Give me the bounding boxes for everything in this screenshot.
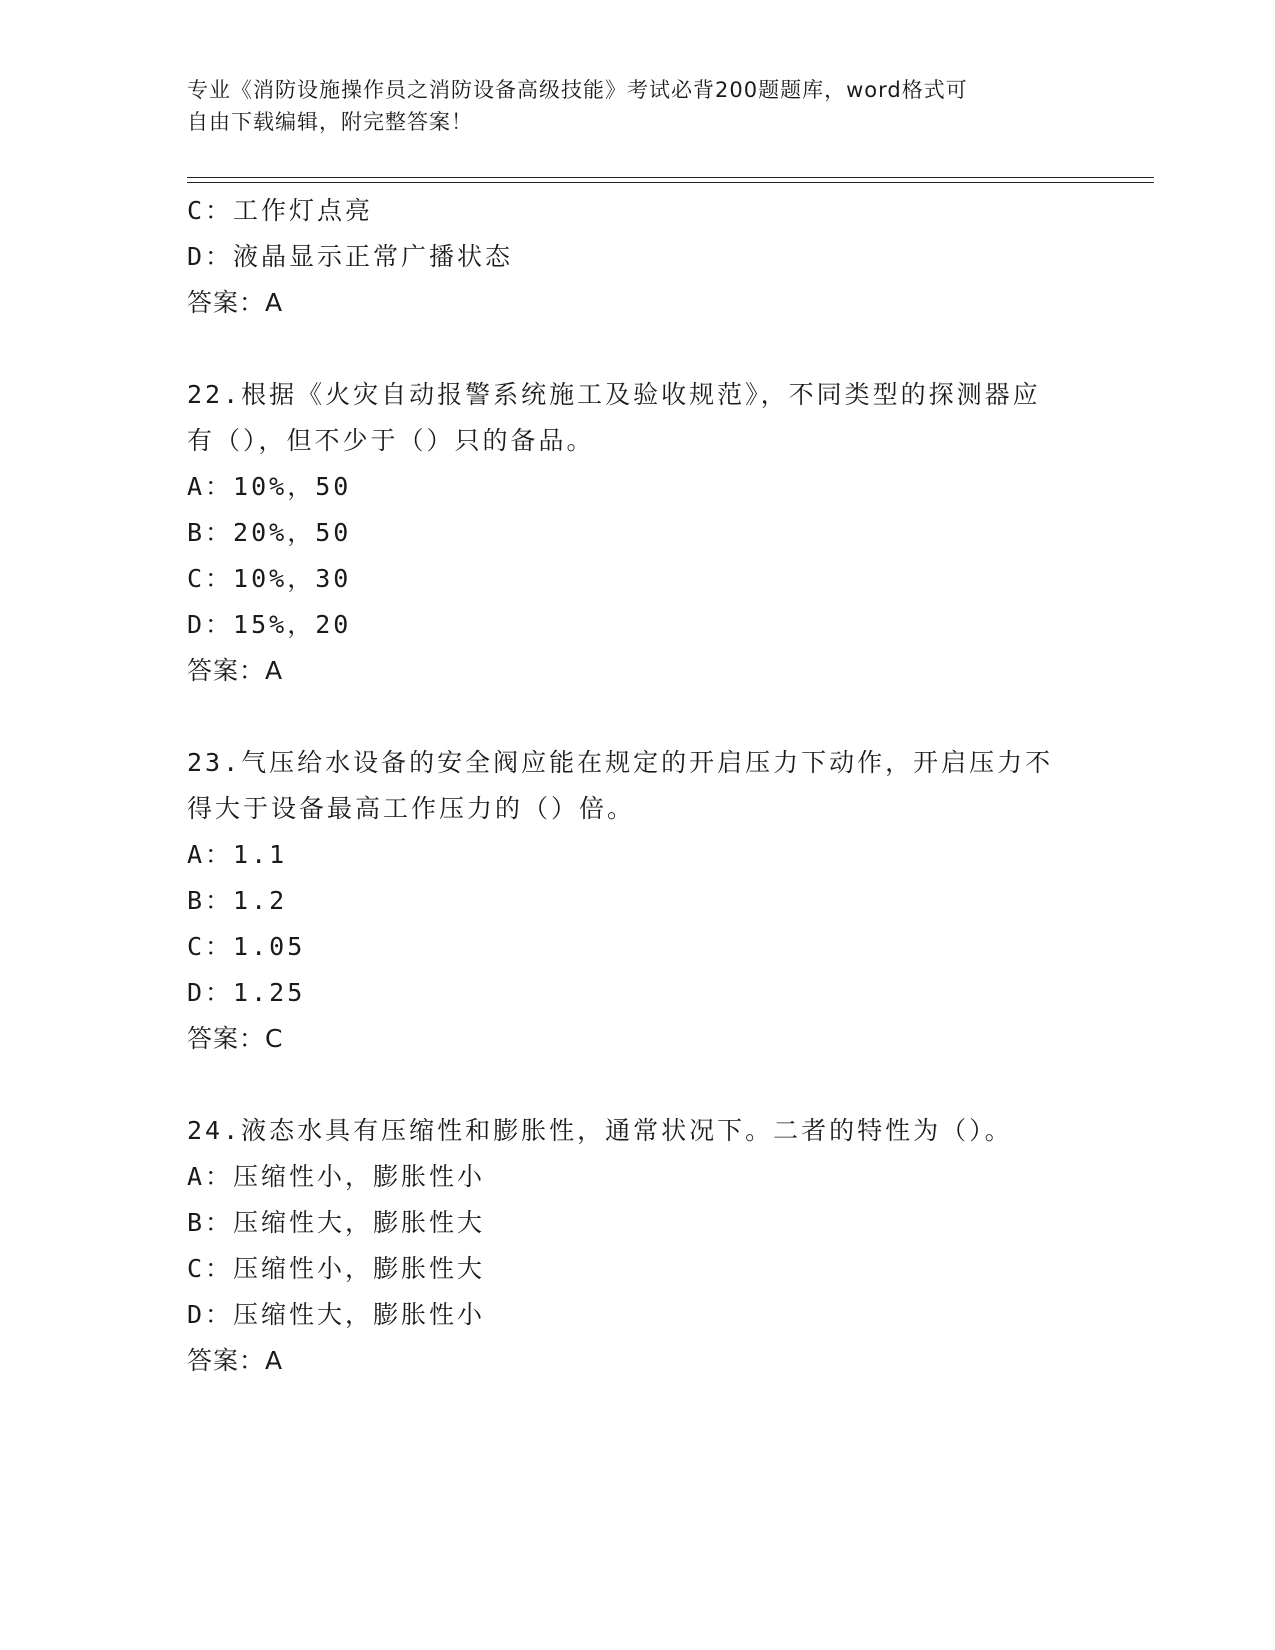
option-b: B：1.2 [187, 886, 288, 915]
spacer [187, 694, 1087, 740]
answer-line: 答案：C [187, 1024, 284, 1053]
option-c: C：工作灯点亮 [187, 196, 374, 225]
question-21-continued [187, 188, 1087, 326]
answer-line: 答案：A [187, 1346, 284, 1375]
option-d: D：液晶显示正常广播状态 [187, 242, 514, 271]
spacer [187, 326, 1087, 372]
option-d: D：压缩性大，膨胀性小 [187, 1300, 486, 1329]
option-b: B：20%，50 [187, 518, 352, 547]
answer-line: 答案：A [187, 656, 284, 685]
option-a: A：10%，50 [187, 472, 352, 501]
option-d: D：15%，20 [187, 610, 352, 639]
document-body [187, 188, 1087, 1384]
question-stem: 22.根据《火灾自动报警系统施工及验收规范》，不同类型的探测器应 [187, 380, 1041, 409]
header-title-line-2: 自由下载编辑，附完整答案！ [187, 110, 473, 134]
spacer [187, 1062, 1087, 1108]
option-c: C：压缩性小，膨胀性大 [187, 1254, 486, 1283]
option-d: D：1.25 [187, 978, 306, 1007]
option-a: A：压缩性小，膨胀性小 [187, 1162, 486, 1191]
header-divider-bottom [187, 182, 1154, 183]
header-title-line-1: 专业《消防设施操作员之消防设备高级技能》考试必背200题题库，word格式可 [187, 78, 968, 102]
option-b: B：压缩性大，膨胀性大 [187, 1208, 486, 1237]
question-stem: 得大于设备最高工作压力的（）倍。 [187, 794, 636, 823]
option-c: C：1.05 [187, 932, 306, 961]
question-stem: 有（），但不少于（）只的备品。 [187, 426, 595, 455]
question-24 [187, 1108, 1087, 1384]
question-22 [187, 372, 1087, 694]
document-header [187, 74, 1087, 138]
question-stem: 23.气压给水设备的安全阀应能在规定的开启压力下动作，开启压力不 [187, 748, 1054, 777]
option-a: A：1.1 [187, 840, 288, 869]
question-23 [187, 740, 1087, 1062]
header-divider-top [187, 177, 1154, 178]
question-stem: 24.液态水具有压缩性和膨胀性，通常状况下。二者的特性为（）。 [187, 1116, 1013, 1145]
answer-line: 答案：A [187, 288, 284, 317]
option-c: C：10%，30 [187, 564, 352, 593]
